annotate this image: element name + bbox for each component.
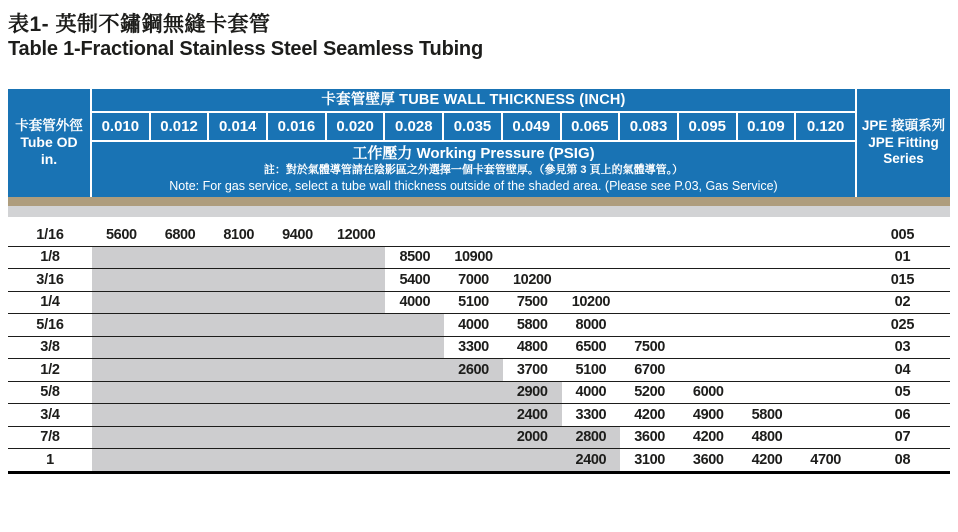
table-row [8,292,950,315]
pressure-cell: 7500 [634,339,665,356]
pressure-cell: 3300 [458,339,489,356]
pressure-cell: 4800 [516,339,548,356]
pressure-cell [562,269,621,291]
tube-od-cell: 5/16 [36,316,64,333]
pressure-cell [796,314,855,336]
pressure-cell [385,224,444,246]
fitting-series-cell: 01 [894,249,911,266]
pressure-cell [444,449,503,471]
pressure-cell [385,449,444,471]
pressure-cell: 4700 [810,451,841,468]
pressure-cell [796,404,855,426]
thickness-col-header: 0.049 [503,113,562,140]
thickness-title: 卡套管壁厚 TUBE WALL THICKNESS (INCH) [92,89,855,113]
pressure-cell [92,382,151,404]
table-row [8,269,950,292]
thickness-values-row [92,113,855,142]
pressure-cell [268,337,327,359]
pressure-cell: 3600 [692,451,724,468]
table-body [8,224,950,474]
pressure-cell: 10200 [513,271,552,288]
pressure-cell: 5100 [458,294,489,311]
pressure-cell [92,269,151,291]
pressure-cell [92,292,151,314]
pressure-cell [620,224,679,246]
pressure-cell [738,269,797,291]
pressure-cell: 6700 [634,361,665,378]
pressure-cell [679,359,738,381]
pressure-cell: 5800 [751,406,783,423]
gas-service-note-en: Note: For gas service, select a tube wall thickness outside of the shaded area. (Please see P.03, Gas Service) [169,179,778,193]
pressure-cell [738,382,797,404]
pressure-cell [738,247,797,269]
pressure-cell [796,359,855,381]
pressure-cell [209,359,268,381]
tube-od-header-en: Tube OD [20,134,78,151]
tube-od-header [8,89,92,197]
pressure-cell: 4800 [751,429,783,446]
tube-od-cell: 5/8 [40,384,60,401]
fitting-series-cell: 025 [890,316,915,333]
pressure-cell [327,359,386,381]
tan-divider-band [8,197,950,206]
pressure-cell: 2900 [503,382,562,404]
pressure-cell [503,224,562,246]
fitting-series-header-zh: JPE 接頭系列 [861,117,946,133]
pressure-cell [444,427,503,449]
pressure-cell [444,382,503,404]
pressure-cell [151,359,210,381]
pressure-cell: 4200 [751,451,783,468]
tube-od-cell: 3/8 [40,339,60,356]
pressure-cell [385,382,444,404]
pressure-cell [327,404,386,426]
pressure-cell [209,449,268,471]
pressure-cell [209,382,268,404]
fitting-series-cell: 005 [890,226,915,243]
pressure-cell [327,314,386,336]
pressure-cell [327,337,386,359]
fitting-series-cell: 07 [894,429,911,446]
gas-service-note-zh: 註：對於氣體導管請在陰影區之外選擇一個卡套管壁厚。（參見第 3 頁上的氣體導管。） [263,164,684,176]
pressure-cell [796,337,855,359]
pressure-cell [209,269,268,291]
pressure-cell [268,382,327,404]
pressure-cell [151,382,210,404]
pressure-cell [327,382,386,404]
pressure-cell [209,404,268,426]
working-pressure-header [92,142,855,197]
fitting-series-header [855,89,950,197]
pressure-cell [796,292,855,314]
pressure-cell: 4000 [458,316,489,333]
pressure-cell [620,292,679,314]
pressure-cell [268,449,327,471]
pressure-cell: 2400 [562,449,621,471]
pressure-cell: 10200 [571,294,611,311]
thickness-col-header: 0.109 [738,113,797,140]
table-row [8,382,950,405]
pressure-cell: 5100 [575,361,607,378]
pressure-cell [92,359,151,381]
pressure-cell: 5800 [516,316,548,333]
pressure-cell [796,269,855,291]
pressure-cell: 3600 [634,429,665,446]
pressure-cell [385,337,444,359]
pressure-cell [151,404,210,426]
pressure-cell: 6000 [692,384,724,401]
fitting-series-cell: 06 [894,406,911,423]
pressure-cell: 4000 [575,384,607,401]
pressure-cell [796,224,855,246]
table-title-en: Table 1-Fractional Stainless Steel Seamless Tubing [8,38,483,60]
pressure-cell: 2000 [503,427,562,449]
pressure-cell [268,269,327,291]
tube-od-cell: 1/16 [36,226,64,243]
pressure-cell [444,404,503,426]
fitting-series-cell: 08 [894,451,911,468]
tube-od-cell: 1/4 [40,294,60,311]
table-row [8,427,950,450]
pressure-cell: 5200 [634,384,665,401]
pressure-cell: 10900 [454,249,493,266]
pressure-cell [738,292,797,314]
pressure-cell [503,247,562,269]
tube-od-header-zh: 卡套管外徑 [15,118,83,134]
pressure-cell [620,314,679,336]
pressure-cell [679,314,738,336]
pressure-cell [151,314,210,336]
pressure-cell: 7500 [516,294,548,311]
thickness-col-header: 0.095 [679,113,738,140]
thickness-col-header: 0.028 [385,113,444,140]
pressure-cell [151,269,210,291]
pressure-cell: 3100 [634,451,665,468]
pressure-cell: 3700 [516,361,548,378]
pressure-cell [738,314,797,336]
pressure-cell [738,359,797,381]
pressure-cell [268,404,327,426]
tubing-table [8,89,950,474]
pressure-title: 工作壓力 Working Pressure (PSIG) [352,145,595,162]
fitting-series-cell: 04 [894,361,911,378]
pressure-cell [620,269,679,291]
pressure-cell [327,292,386,314]
pressure-cell [444,224,503,246]
pressure-cell [503,449,562,471]
tube-od-cell: 7/8 [40,429,60,446]
pressure-cell [209,247,268,269]
thickness-col-header: 0.020 [327,113,386,140]
table-title-zh: 表1- 英制不鏽鋼無縫卡套管 [8,13,271,36]
table-row [8,359,950,382]
table-row [8,314,950,337]
tube-od-cell: 1/8 [40,249,60,266]
pressure-cell [385,427,444,449]
pressure-cell [385,404,444,426]
fitting-series-header-3: Series [883,151,924,167]
pressure-cell [209,314,268,336]
pressure-cell [209,337,268,359]
thickness-header-group [92,89,855,197]
pressure-cell [679,292,738,314]
pressure-cell [151,449,210,471]
table-header [8,89,950,197]
thickness-col-header: 0.012 [151,113,210,140]
pressure-cell [268,292,327,314]
pressure-cell: 8000 [575,316,607,333]
table-row [8,404,950,427]
pressure-cell [679,269,738,291]
tube-od-cell: 1/2 [40,361,60,378]
pressure-cell [796,382,855,404]
pressure-cell [620,247,679,269]
pressure-cell: 4200 [634,406,665,423]
pressure-cell [327,269,386,291]
pressure-cell [209,427,268,449]
fitting-series-cell: 015 [890,271,915,288]
pressure-cell [679,247,738,269]
fitting-series-cell: 02 [894,294,911,311]
pressure-cell [327,449,386,471]
pressure-cell [92,404,151,426]
pressure-cell [92,337,151,359]
pressure-cell [92,449,151,471]
title-block [0,0,958,61]
thickness-col-header: 0.065 [562,113,621,140]
thickness-col-header: 0.083 [620,113,679,140]
pressure-cell [796,247,855,269]
pressure-cell [327,427,386,449]
thickness-col-header: 0.010 [92,113,151,140]
thickness-col-header: 0.014 [209,113,268,140]
tube-od-cell: 3/4 [40,406,60,423]
pressure-cell: 8100 [223,226,255,243]
pressure-cell: 7000 [458,271,489,288]
table-row [8,449,950,474]
table-row [8,247,950,270]
pressure-cell: 8500 [399,249,431,266]
pressure-cell: 6500 [575,339,607,356]
pressure-cell [679,337,738,359]
table-row [8,337,950,360]
pressure-cell [151,337,210,359]
pressure-cell [151,247,210,269]
fitting-series-cell: 03 [894,339,911,356]
gray-divider-band [8,206,950,217]
pressure-cell [738,337,797,359]
pressure-cell [92,247,151,269]
thickness-col-header: 0.120 [806,118,845,135]
pressure-cell: 2800 [562,427,621,449]
pressure-cell [92,314,151,336]
pressure-cell: 9400 [282,226,313,243]
pressure-cell [151,292,210,314]
pressure-cell [385,359,444,381]
fitting-series-header-en: JPE Fitting [868,134,939,150]
pressure-cell: 5600 [106,226,137,243]
pressure-cell [562,247,621,269]
thickness-col-header: 0.016 [268,113,327,140]
pressure-cell [268,427,327,449]
pressure-cell: 4900 [692,406,724,423]
pressure-cell: 4000 [399,294,431,311]
fitting-series-cell: 05 [894,384,911,401]
pressure-cell [151,427,210,449]
pressure-cell: 4200 [692,429,724,446]
tube-od-header-unit: in. [40,151,58,168]
tube-od-cell: 3/16 [36,271,64,288]
pressure-cell [796,427,855,449]
pressure-cell: 12000 [336,226,376,243]
pressure-cell [327,247,386,269]
pressure-cell [385,314,444,336]
pressure-cell [268,247,327,269]
thickness-col-header: 0.035 [444,113,503,140]
pressure-cell [679,224,738,246]
pressure-cell [92,427,151,449]
pressure-cell: 3300 [575,406,607,423]
pressure-cell: 2400 [503,404,562,426]
pressure-cell [268,359,327,381]
pressure-cell: 6800 [164,226,196,243]
tube-od-cell: 1 [46,451,54,468]
pressure-cell [209,292,268,314]
table-row [8,224,950,247]
pressure-cell [562,224,621,246]
pressure-cell [268,314,327,336]
pressure-cell [738,224,797,246]
pressure-cell: 5400 [399,271,431,288]
pressure-cell: 2600 [444,359,503,381]
